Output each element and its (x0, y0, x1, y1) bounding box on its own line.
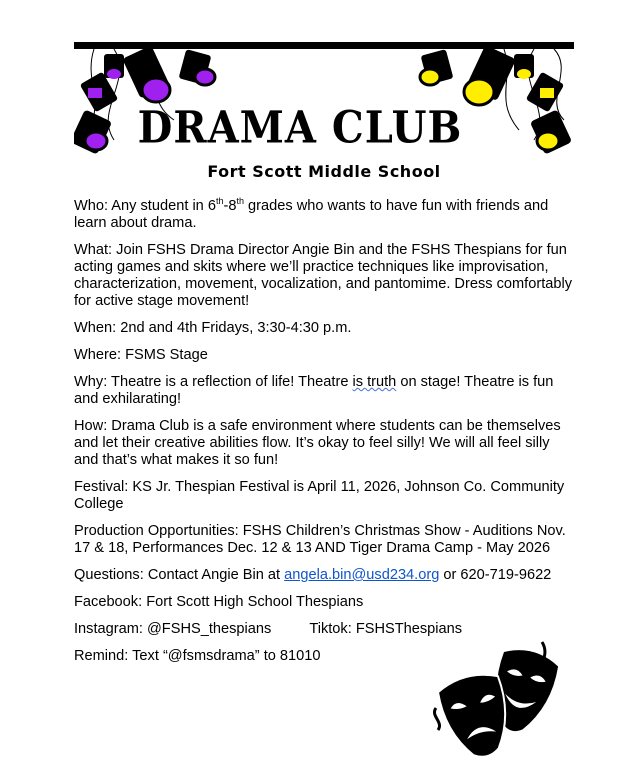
flyer-body (74, 198, 574, 675)
school-name: Fort Scott Middle School (207, 162, 441, 181)
where-paragraph: Where: FSMS Stage (74, 347, 208, 363)
social-paragraph (74, 621, 574, 638)
spellcheck-underline: is truth (352, 374, 397, 390)
production-paragraph: Production Opportunities: FSHS Children’s Christmas Show - Auditions Nov. 17 & 18, Performances Dec. 12 & 13 AND Tiger Drama Camp - May 2026 (74, 523, 566, 556)
comedy-tragedy-masks-icon (432, 638, 562, 768)
why-paragraph: Why: Theatre is a reflection of life! Theatre is truth on stage! Theatre is fun and exhilarating! (74, 374, 554, 407)
instagram-text: Instagram: @FSHS_thespians (74, 621, 272, 637)
what-paragraph: What: Join FSHS Drama Director Angie Bin and the FSHS Thespians for fun acting games and skits where we’ll practice techniques like improvisation, characterization, movement, vocalization, and pantomime. Dress comfortably for active stage movement! (74, 242, 573, 309)
who-paragraph: Who: Any student in 6th-8th grades who wants to have fun with friends and learn about drama. (74, 196, 549, 231)
tiktok-text: Tiktok: FSHSThespians (309, 621, 463, 637)
email-link[interactable]: angela.bin@usd234.org (284, 567, 440, 583)
facebook-paragraph: Facebook: Fort Scott High School Thespians (74, 594, 364, 610)
page-title: DRAMA CLUB (137, 101, 463, 154)
festival-paragraph: Festival: KS Jr. Thespian Festival is April 11, 2026, Johnson Co. Community College (74, 479, 565, 512)
questions-paragraph: Questions: Contact Angie Bin at angela.bin@usd234.org or 620-719-9622 (74, 567, 552, 583)
how-paragraph: How: Drama Club is a safe environment where students can be themselves and let their creative abilities flow. It’s okay to feel silly! We will all feel silly and that’s what makes it so fun! (74, 418, 561, 468)
when-paragraph: When: 2nd and 4th Fridays, 3:30-4:30 p.m. (74, 320, 352, 336)
remind-paragraph: Remind: Text “@fsmsdrama” to 81010 (74, 648, 321, 664)
